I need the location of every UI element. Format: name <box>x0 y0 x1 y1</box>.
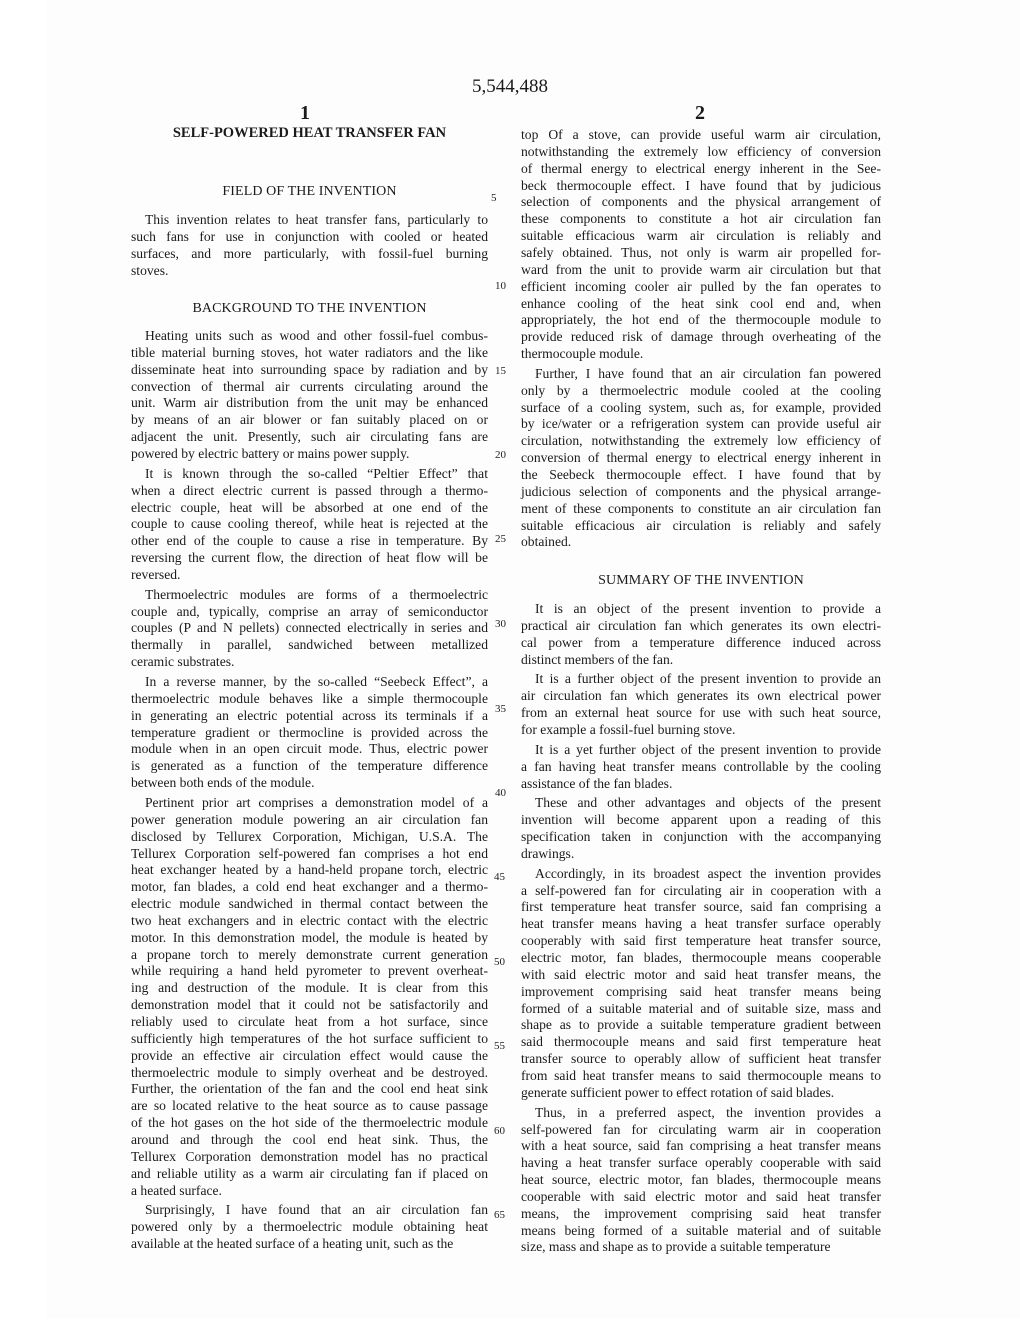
text-line: Tellurex Corporation demonstration model has no practical <box>131 1148 488 1164</box>
text-line: a heated surface. <box>131 1182 222 1198</box>
text-line: available at the heated surface of a heating unit, such as the <box>131 1236 454 1252</box>
text-line: Thus, in a preferred aspect, the invention provides a <box>535 1104 881 1120</box>
text-line: Heating units such as wood and other fossil-fuel combus- <box>145 328 488 343</box>
text-line: shape as to provide a suitable temperature gradient between <box>521 1017 881 1033</box>
text-line: beck thermocouple effect. I have found that by judicious <box>521 177 881 193</box>
line-number: 40 <box>495 787 506 799</box>
text-line: heat transfer means having a heat transfer surface operably <box>521 916 881 932</box>
text-line: top Of a stove, can provide useful warm air circulation, <box>521 127 881 142</box>
text-line: heat source, electric motor, fan blades, thermocouple means <box>521 1172 881 1188</box>
text-line: power generation module powering an air circulation fan <box>131 811 488 827</box>
text-line: air circulation fan which generates its own electrical power <box>521 688 881 704</box>
text-line: between both ends of the module. <box>131 775 315 791</box>
text-line: circulation, notwithstanding the extremely low efficiency of <box>521 433 881 449</box>
text-line: disclosed by Tellurex Corporation, Michigan, U.S.A. The <box>131 828 488 844</box>
column-number-right: 2 <box>695 102 705 124</box>
text-line: couples (P and N pellets) connected electrically in series and <box>131 620 488 636</box>
line-number: 30 <box>495 618 506 630</box>
text-line: unit. Warm air distribution from the unit may be enhanced <box>131 395 488 411</box>
text-line: with a heat source, said fan comprising a heat transfer means <box>521 1138 881 1154</box>
text-line: notwithstanding the extremely low efficiency of conversion <box>521 143 881 159</box>
text-line: Accordingly, in its broadest aspect the invention provides <box>535 865 881 881</box>
text-line: a fan having heat transfer means controllable by the cooling <box>521 758 881 774</box>
text-line: improvement comprising said heat transfer means being <box>521 983 881 999</box>
heading-background: BACKGROUND TO THE INVENTION <box>192 301 427 316</box>
text-line: Thermoelectric modules are forms of a thermoelectric <box>145 586 488 602</box>
text-line: is generated as a function of the temperature difference <box>131 758 488 774</box>
text-line: heat exchanger heated by a hand-held propane torch, electric <box>131 862 488 878</box>
line-number: 10 <box>495 280 506 292</box>
text-line: It is known through the so-called “Peltier Effect” that <box>145 465 488 481</box>
text-line: convection of thermal air currents circulating around the <box>131 378 488 394</box>
text-line: when a direct electric current is passed through a thermo- <box>131 482 488 498</box>
text-line: and reliable utility as a warm air circulating fan if placed on <box>131 1165 488 1181</box>
text-line: Further, the orientation of the fan and the cool end heat sink <box>131 1081 488 1097</box>
text-line: by means of an air blower or fan suitably placed on or <box>131 412 488 428</box>
text-line: ceramic substrates. <box>131 654 235 670</box>
line-number: 50 <box>494 956 505 968</box>
text-line: specification taken in conjunction with the accompanying <box>521 829 881 845</box>
text-line: a self-powered fan for circulating air in cooperation with a <box>521 882 881 898</box>
heading-summary: SUMMARY OF THE INVENTION <box>598 573 804 588</box>
text-line: In a reverse manner, by the so-called “Seebeck Effect”, a <box>145 674 488 689</box>
text-line: couple to cause cooling thereof, while heat is rejected at the <box>131 516 488 532</box>
text-line: provide reduced risk of damage through overheating of the <box>521 329 881 345</box>
text-line: safely obtained. Thus, not only is warm air propelled for- <box>521 244 881 260</box>
text-line: ward from the unit to provide warm air circulation but that <box>521 261 881 277</box>
text-line: motor. In this demonstration model, the module is heated by <box>131 929 488 945</box>
text-line: ment of these components to constitute an air circulation fan <box>521 500 881 516</box>
text-line: motor, fan blades, a cold end heat exchanger and a thermo- <box>131 879 488 895</box>
text-line: such fans for use in conjunction with cooled or heated <box>131 228 488 244</box>
text-line: disseminate heat into surrounding space by radiation and by <box>131 361 488 377</box>
patent-number: 5,544,488 <box>472 76 548 97</box>
text-line: sufficiently high temperatures of the hot surface sufficient to <box>131 1030 488 1046</box>
text-line: generate sufficient power to effect rotation of said blades. <box>521 1084 835 1100</box>
text-line: Further, I have found that an air circulation fan powered <box>535 365 881 381</box>
text-line: with said electric motor and said heat transfer means, the <box>521 966 881 982</box>
text-line: These and other advantages and objects of the present <box>535 795 881 811</box>
text-line: cooperable with said electric motor and said heat transfer <box>521 1188 881 1204</box>
text-line: these components to constitute a hot air circulation fan <box>521 211 881 227</box>
text-line: provide an effective air circulation effect would cause the <box>131 1047 488 1063</box>
text-line: This invention relates to heat transfer fans, particularly to <box>145 212 488 227</box>
text-line: cooperably with said first temperature heat transfer source, <box>521 933 881 949</box>
text-line: only by a thermoelectric module cooled at the cooling <box>521 382 881 398</box>
line-number: 60 <box>494 1125 505 1137</box>
text-line: reversed. <box>131 566 181 582</box>
text-line: distinct members of the fan. <box>521 651 674 667</box>
text-line: the Seebeck thermocouple effect. I have found that by <box>521 467 881 482</box>
text-line: suitable efficacious air circulation is reliably and safely <box>521 517 881 533</box>
text-line: selection of components and the physical arrangement of <box>521 194 881 210</box>
text-line: drawings. <box>521 845 575 861</box>
text-line: Tellurex Corporation self-powered fan comprises a hot end <box>131 845 488 861</box>
text-line: surface of a cooling system, such as, for example, provided <box>521 399 881 415</box>
text-line: It is a yet further object of the present invention to provide <box>535 741 881 757</box>
text-line: suitable efficacious warm air circulation is reliably and <box>521 228 881 244</box>
text-line: for example a fossil-fuel burning stove. <box>521 721 736 737</box>
line-number: 55 <box>494 1040 505 1052</box>
text-line: a propane torch to merely demonstrate current generation <box>131 946 488 962</box>
text-line: two heat exchangers and in electric contact with the electric <box>131 912 488 928</box>
text-line: means being formed of a suitable material and of suitable <box>521 1222 881 1238</box>
text-line: formed of a suitable material and of suitable size, mass and <box>521 1000 881 1016</box>
text-line: of the hot gases on the hot side of the thermoelectric module <box>131 1115 488 1131</box>
text-line: adjacent the unit. Presently, such air circulating fans are <box>131 429 488 445</box>
text-line: reliably used to circulate heat from a hot surface, since <box>131 1014 488 1029</box>
text-line: around and through the cool end heat sink. Thus, the <box>131 1131 488 1147</box>
text-line: tible material burning stoves, hot water radiators and the like <box>131 344 488 360</box>
text-line: appropriately, the hot end of the thermocouple module to <box>521 312 881 328</box>
text-line: electric module sandwiched in thermal contact between the <box>131 896 488 912</box>
text-line: of thermal energy to electrical energy inherent in the See- <box>521 160 881 176</box>
text-line: from an external heat source for use with such heat source, <box>521 705 881 721</box>
text-line: size, mass and shape as to provide a suitable temperature <box>521 1239 831 1255</box>
line-number: 25 <box>495 533 506 545</box>
line-number: 65 <box>494 1209 505 1221</box>
text-line: powered by electric battery or mains power supply. <box>131 445 410 461</box>
text-line: module when in an open circuit mode. Thus, electric power <box>131 741 488 757</box>
text-line: electric motor, fan blades, thermocouple means cooperable <box>521 950 881 965</box>
text-line: obtained. <box>521 534 572 550</box>
line-number: 5 <box>491 192 497 204</box>
text-line: are so located relative to the heat source as to cause passage <box>131 1098 488 1114</box>
text-line: having a heat transfer surface operably cooperable with said <box>521 1155 881 1171</box>
text-line: electric couple, heat will be absorbed at one end of the <box>131 499 488 515</box>
text-line: cal power from a temperature difference induced across <box>521 634 881 650</box>
document-title: SELF-POWERED HEAT TRANSFER FAN <box>172 125 447 141</box>
line-number: 45 <box>494 871 505 883</box>
text-line: thermally in parallel, sandwiched between metallized <box>131 637 488 653</box>
text-line: while requiring a hand held pyrometer to prevent overheat- <box>131 963 488 979</box>
text-line: self-powered fan for circulating warm air in cooperation <box>521 1121 881 1137</box>
text-line: stoves. <box>131 262 169 278</box>
heading-field: FIELD OF THE INVENTION <box>222 184 397 199</box>
text-line: efficient incoming cooler air pulled by the fan operates to <box>521 278 881 294</box>
text-line: means, the improvement comprising said heat transfer <box>521 1205 881 1221</box>
text-line: thermoelectric module to simply overheat and be destroyed. <box>131 1064 488 1080</box>
text-line: demonstration model that it could not be satisfactorily and <box>131 997 488 1013</box>
text-line: temperature gradient or thermocline is provided across the <box>131 724 488 740</box>
text-line: reversing the current flow, the direction of heat flow will be <box>131 550 488 566</box>
text-line: transfer source to operably allow of sufficient heat transfer <box>521 1051 881 1067</box>
text-line: couple and, typically, comprise an array of semiconductor <box>131 603 488 619</box>
text-line: other end of the couple to cause a rise in temperature. By <box>131 533 488 549</box>
text-line: thermoelectric module behaves like a simple thermocouple <box>131 690 488 706</box>
text-line: Pertinent prior art comprises a demonstration model of a <box>145 794 488 810</box>
text-line: from said heat transfer means to said thermocouple means to <box>521 1067 881 1083</box>
text-line: practical air circulation fan which generates its own electri- <box>521 617 881 633</box>
line-number: 35 <box>495 703 506 715</box>
text-line: assistance of the fan blades. <box>521 775 673 791</box>
text-line: judicious selection of components and the physical arrange- <box>521 483 881 499</box>
text-line: powered only by a thermoelectric module obtaining heat <box>131 1219 488 1235</box>
text-line: by ice/water or a refrigeration system can provide useful air <box>521 416 881 432</box>
text-line: It is a further object of the present invention to provide an <box>535 671 881 687</box>
text-line: ing and destruction of the module. It is clear from this <box>131 980 488 996</box>
text-line: Surprisingly, I have found that an air circulation fan <box>145 1202 488 1218</box>
text-line: thermocouple module. <box>521 346 644 362</box>
text-line: enhance cooling of the heat sink cool end and, when <box>521 295 881 311</box>
line-number: 20 <box>495 449 506 461</box>
text-line: invention will become apparent upon a reading of this <box>521 812 881 828</box>
text-line: It is an object of the present invention to provide a <box>535 601 881 616</box>
text-line: surfaces, and more particularly, with fossil-fuel burning <box>131 245 488 261</box>
text-line: conversion of thermal energy to electrical energy inherent in <box>521 450 881 466</box>
column-number-left: 1 <box>300 102 310 124</box>
text-line: said thermocouple means and said first temperature heat <box>521 1034 881 1050</box>
text-line: in generating an electric potential across its terminals if a <box>131 707 488 723</box>
line-number: 15 <box>495 365 506 377</box>
text-line: first temperature heat transfer source, said fan comprising a <box>521 899 881 915</box>
